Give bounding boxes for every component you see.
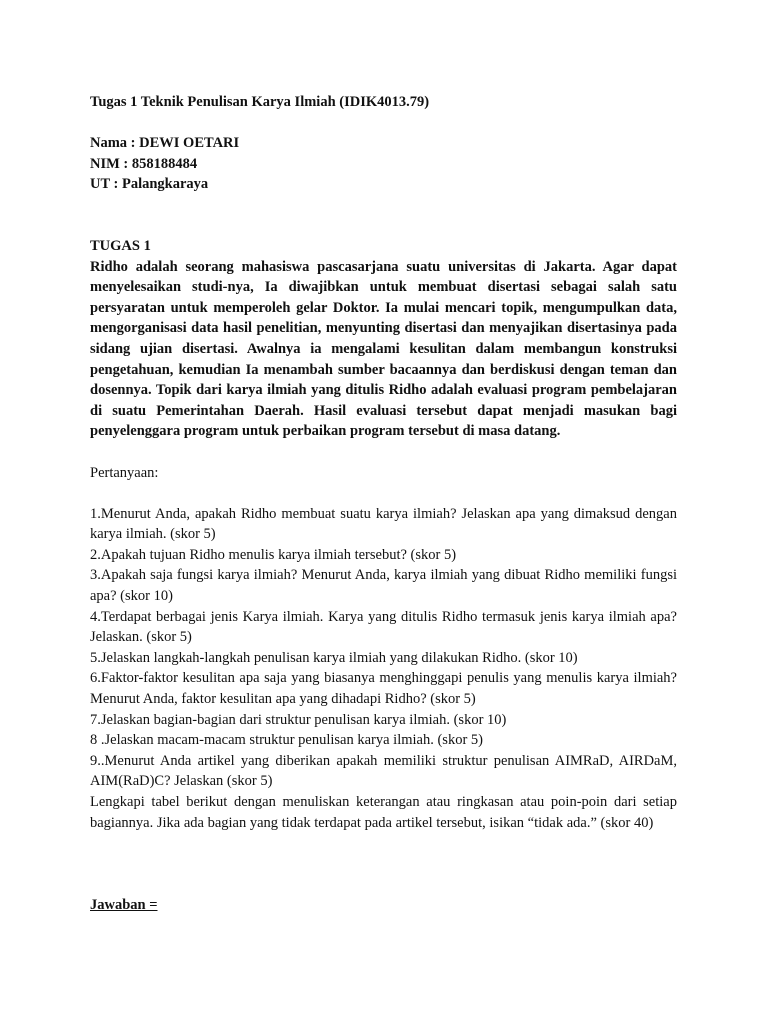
question-item-1: 1.Menurut Anda, apakah Ridho membuat suatu karya ilmiah? Jelaskan apa yang dimaksud dengan karya ilmiah. (skor 5)	[90, 505, 677, 543]
question-item-5: 5.Jelaskan langkah-langkah penulisan karya ilmiah yang dilakukan Ridho. (skor 10)	[90, 649, 578, 666]
document-title: Tugas 1 Teknik Penulisan Karya Ilmiah (IDIK4013.79)	[90, 94, 430, 110]
answer-heading: Jawaban =	[90, 897, 158, 914]
task-story: Ridho adalah seorang mahasiswa pascasarjana suatu universitas di Jakarta. Agar dapat menyelesaikan studi-nya, Ia diwajibkan untuk membuat disertasi sebagai salah satu persyaratan untuk memperoleh gelar Doktor. Ia mulai mencari topik, mengumpulkan data, mengorganisasi data hasil penelitian, menyunting disertasi dan menyajikan disertasinya pada sidang ujian disertasi. Awalnya ia mengalami kesulitan dalam membangun konstruksi pengetahuan, kemudian Ia menambah sumber bacaannya dan berdiskusi dengan teman dan dosennya. Topik dari karya ilmiah yang ditulis Ridho adalah evaluasi program pembelajaran di suatu Pemerintahan Daerah. Hasil evaluasi tersebut dapat menjadi masukan bagi penyelenggara program untuk perbaikan program tersebut di masa datang.	[90, 258, 677, 440]
question-item-8: 8 .Jelaskan macam-macam struktur penulisan karya ilmiah. (skor 5)	[90, 732, 483, 749]
spacer	[90, 483, 677, 504]
question-item-2: 2.Apakah tujuan Ridho menulis karya ilmiah tersebut? (skor 5)	[90, 546, 457, 563]
question-item-6: 6.Faktor-faktor kesulitan apa saja yang biasanya menghinggapi penulis yang menulis karya ilmiah? Menurut Anda, faktor kesulitan apa yang dihadapi Ridho? (skor 5)	[90, 670, 677, 708]
question-item-7: 7.Jelaskan bagian-bagian dari struktur penulisan karya ilmiah. (skor 10)	[90, 711, 507, 728]
student-nim: NIM : 858188484	[90, 155, 198, 172]
task-heading: TUGAS 1	[90, 237, 151, 254]
table-instruction: Lengkapi tabel berikut dengan menuliskan keterangan atau ringkasan atau poin-poin dari setiap bagiannya. Jika ada bagian yang tidak terdapat pada artikel tersebut, isikan “tidak ada.” (skor 40)	[90, 794, 677, 831]
question-item-3: 3.Apakah saja fungsi karya ilmiah? Menurut Anda, karya ilmiah yang dibuat Ridho memiliki fungsi apa? (skor 10)	[90, 567, 677, 605]
student-name: Nama : DEWI OETARI	[90, 135, 240, 152]
question-item-9: 9..Menurut Anda artikel yang diberikan apakah memiliki struktur penulisan AIMRaD, AIRDaM, AIM(RaD)C? Jelaskan (skor 5)	[90, 752, 677, 790]
questions-label: Pertanyaan:	[90, 464, 159, 481]
spacer	[90, 113, 677, 134]
document-page	[90, 92, 677, 916]
spacer	[90, 833, 677, 895]
question-item-4: 4.Terdapat berbagai jenis Karya ilmiah. Karya yang ditulis Ridho termasuk jenis karya ilmiah apa?Jelaskan. (skor 5)	[90, 608, 677, 646]
student-ut: UT : Palangkaraya	[90, 176, 209, 193]
question-list	[90, 504, 677, 834]
spacer	[90, 195, 677, 236]
spacer	[90, 442, 677, 463]
